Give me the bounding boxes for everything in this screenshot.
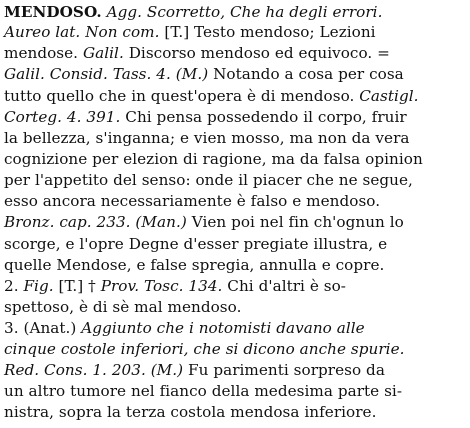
entry-line xyxy=(4,129,410,147)
entry-line xyxy=(4,108,407,126)
entry-line xyxy=(4,403,376,421)
headword: MENDOSO. xyxy=(4,3,102,21)
body-text: la bellezza, s'inganna; e vien mosso, ma non da vera xyxy=(4,129,410,147)
entry-line xyxy=(4,298,241,316)
italic-text: Bronz. cap. 233. (Man.) xyxy=(4,213,187,231)
entry-line xyxy=(4,23,376,41)
body-text: quelle Mendose, e false spregia, annulla e copre. xyxy=(4,256,385,274)
body-text: esso ancora necessariamente è falso e mendoso. xyxy=(4,192,381,210)
italic-text: Prov. Tosc. 134. xyxy=(100,277,223,295)
entry-line xyxy=(4,65,404,83)
italic-text: Aggiunto che i notomisti davano alle xyxy=(81,319,365,337)
italic-text: cinque costole inferiori, che si dicono anche spurie. xyxy=(4,340,405,358)
body-text: spettoso, è di sè mal mendoso. xyxy=(4,298,242,316)
body-text: 3. (Anat.) xyxy=(4,319,82,337)
italic-text: Aureo lat. Non com. xyxy=(4,23,160,41)
italic-text: Fig. xyxy=(23,277,54,295)
body-text: Chi d'altri è so- xyxy=(222,277,346,295)
body-text: cognizione per elezion di ragione, ma da falsa opinion xyxy=(4,150,423,168)
body-text: nistra, sopra la terza costola mendosa inferiore. xyxy=(4,403,377,421)
body-text: 2. xyxy=(4,277,24,295)
body-text: un altro tumore nel fianco della medesima parte si- xyxy=(4,382,403,400)
body-text: per l'appetito del senso: onde il piacer che ne segue, xyxy=(4,171,413,189)
body-text: [T.] † xyxy=(53,277,101,295)
italic-text: Galil. Consid. Tass. 4. (M.) xyxy=(4,65,209,83)
italic-text: Galil. xyxy=(82,44,124,62)
entry-line xyxy=(4,150,423,168)
italic-text: Corteg. 4. 391. xyxy=(4,108,121,126)
entry-line xyxy=(4,192,380,210)
entry-line xyxy=(4,382,402,400)
body-text: tutto quello che in quest'opera è di mendoso. xyxy=(4,87,360,105)
entry-line xyxy=(4,213,404,231)
body-text: Chi pensa possedendo il corpo, fruir xyxy=(120,108,407,126)
entry-line xyxy=(4,256,384,274)
entry-line xyxy=(4,361,385,379)
body-text: Vien poi nel fin ch'ognun lo xyxy=(186,213,404,231)
body-text: mendose. xyxy=(4,44,83,62)
italic-text: Castigl. xyxy=(359,87,419,105)
body-text: [T.] Testo mendoso; Lezioni xyxy=(159,23,376,41)
entry-line xyxy=(4,44,390,62)
entry-line xyxy=(4,277,346,295)
body-text: Fu parimenti sorpreso da xyxy=(183,361,385,379)
italic-text: Agg. Scorretto, Che ha degli errori. xyxy=(106,3,383,21)
entry-line xyxy=(4,3,382,21)
entry-line xyxy=(4,340,405,358)
body-text: Notando a cosa per cosa xyxy=(208,65,404,83)
entry-line xyxy=(4,171,413,189)
body-text: scorge, e l'opre Degne d'esser pregiate illustra, e xyxy=(4,235,388,253)
entry-line xyxy=(4,235,387,253)
entry-line xyxy=(4,319,365,337)
entry-line xyxy=(4,87,419,105)
italic-text: Red. Cons. 1. 203. (M.) xyxy=(4,361,184,379)
body-text: Discorso mendoso ed equivoco. = xyxy=(123,44,390,62)
